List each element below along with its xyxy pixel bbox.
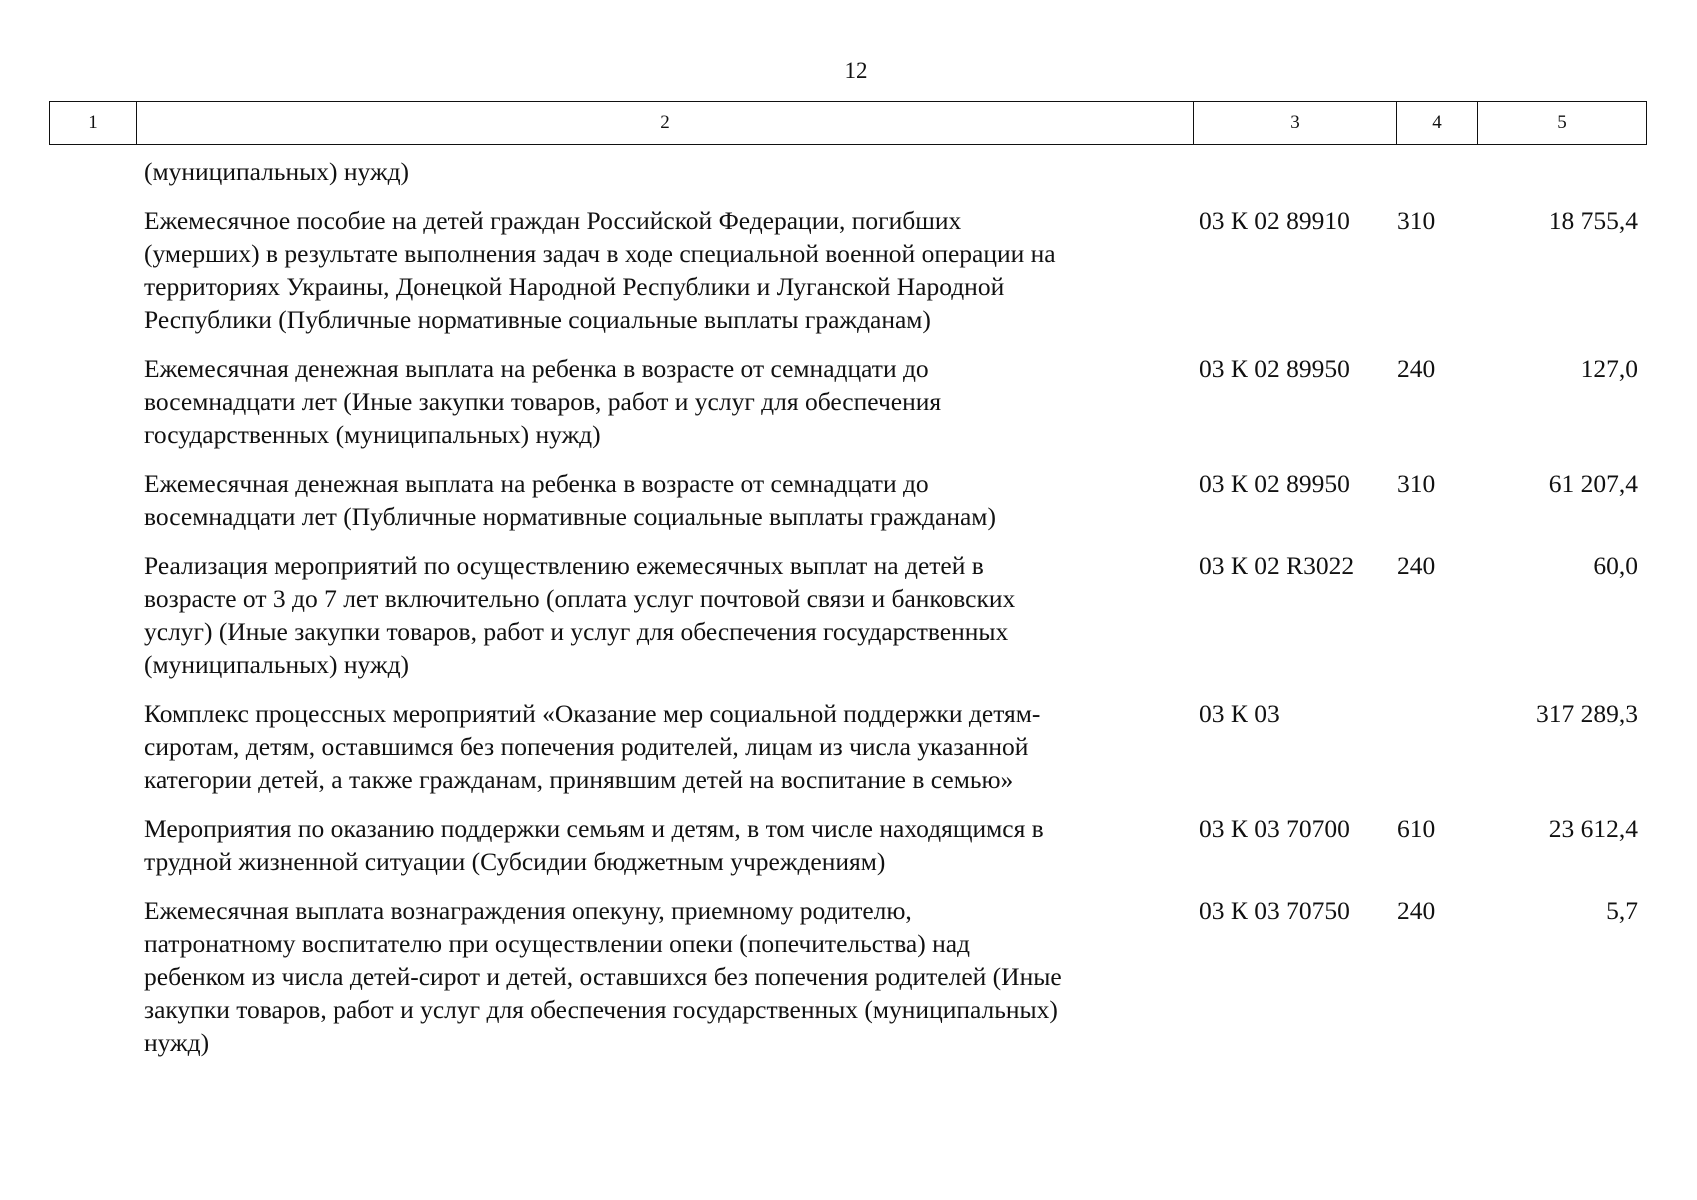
table-row — [0, 352, 1697, 451]
budget-rows — [0, 155, 1697, 1059]
row-description: Реализация мероприятий по осуществлению ежемесячных выплат на детей в возрасте от 3 до 7 лет включительно (оплата услуг почтовой связи и банковских услуг) (Иные закупки товаров, работ и услуг для обеспечения государственных (муниципальных) нужд) — [144, 551, 1016, 679]
row-amount: 61 207,4 — [1548, 469, 1638, 498]
row-amount: 127,0 — [1580, 354, 1638, 383]
column-header-4: 4 — [1397, 102, 1478, 145]
row-expense-type: 240 — [1397, 551, 1436, 580]
column-header-1: 1 — [50, 102, 137, 145]
column-header-table — [49, 101, 1647, 145]
row-description: Комплекс процессных мероприятий «Оказание мер социальной поддержки детям- сиротам, детям, оставшимся без попечения родителей, лицам из числа указанной категории детей, а также гражданам, принявшим детей на воспитание в семью» — [144, 699, 1041, 794]
table-row — [0, 204, 1697, 336]
table-row — [0, 549, 1697, 681]
column-header-2: 2 — [137, 102, 1194, 145]
row-code: 03 К 03 70700 — [1199, 814, 1350, 843]
row-expense-type: 240 — [1397, 896, 1436, 925]
row-expense-type: 310 — [1397, 206, 1436, 235]
column-header-3: 3 — [1194, 102, 1397, 145]
row-expense-type: 610 — [1397, 814, 1436, 843]
row-code: 03 К 02 89950 — [1199, 469, 1350, 498]
row-code: 03 К 02 89910 — [1199, 206, 1350, 235]
row-code: 03 К 02 R3022 — [1199, 551, 1355, 580]
row-amount: 18 755,4 — [1548, 206, 1638, 235]
page-number: 12 — [844, 58, 868, 83]
table-row — [0, 894, 1697, 1059]
row-amount: 23 612,4 — [1548, 814, 1638, 843]
row-code: 03 К 03 — [1199, 699, 1280, 728]
row-description: Ежемесячное пособие на детей граждан Российской Федерации, погибших (умерших) в результате выполнения задач в ходе специальной военной операции на территориях Украины, Донецкой Народной Республики и Луганской Народной Республики (Публичные нормативные социальные выплаты гражданам) — [144, 206, 1056, 334]
row-description: Ежемесячная выплата вознаграждения опекуну, приемному родителю, патронатному воспитателю при осуществлении опеки (попечительства) над ребенком из числа детей-сирот и детей, оставшихся без попечения родителей (Иные закупки товаров, работ и услуг для обеспечения государственных (муниципальных) нужд) — [144, 896, 1062, 1057]
row-amount: 5,7 — [1606, 896, 1638, 925]
row-amount: 317 289,3 — [1536, 699, 1638, 728]
table-row — [0, 155, 1697, 188]
row-amount: 60,0 — [1593, 551, 1638, 580]
row-description: Ежемесячная денежная выплата на ребенка в возрасте от семнадцати до восемнадцати лет (Публичные нормативные социальные выплаты гражданам) — [144, 469, 996, 531]
row-expense-type: 310 — [1397, 469, 1436, 498]
table-row — [0, 812, 1697, 878]
row-code: 03 К 02 89950 — [1199, 354, 1350, 383]
row-description: Ежемесячная денежная выплата на ребенка в возрасте от семнадцати до восемнадцати лет (Иные закупки товаров, работ и услуг для обеспечения государственных (муниципальных) нужд) — [144, 354, 942, 449]
row-description: Мероприятия по оказанию поддержки семьям и детям, в том числе находящимся в трудной жизненной ситуации (Субсидии бюджетным учреждениям) — [144, 814, 1044, 876]
table-row — [0, 467, 1697, 533]
column-header-5: 5 — [1478, 102, 1647, 145]
row-expense-type: 240 — [1397, 354, 1436, 383]
table-row — [0, 697, 1697, 796]
row-code: 03 К 03 70750 — [1199, 896, 1350, 925]
column-header-row — [50, 102, 1647, 145]
row-description: (муниципальных) нужд) — [144, 157, 410, 186]
